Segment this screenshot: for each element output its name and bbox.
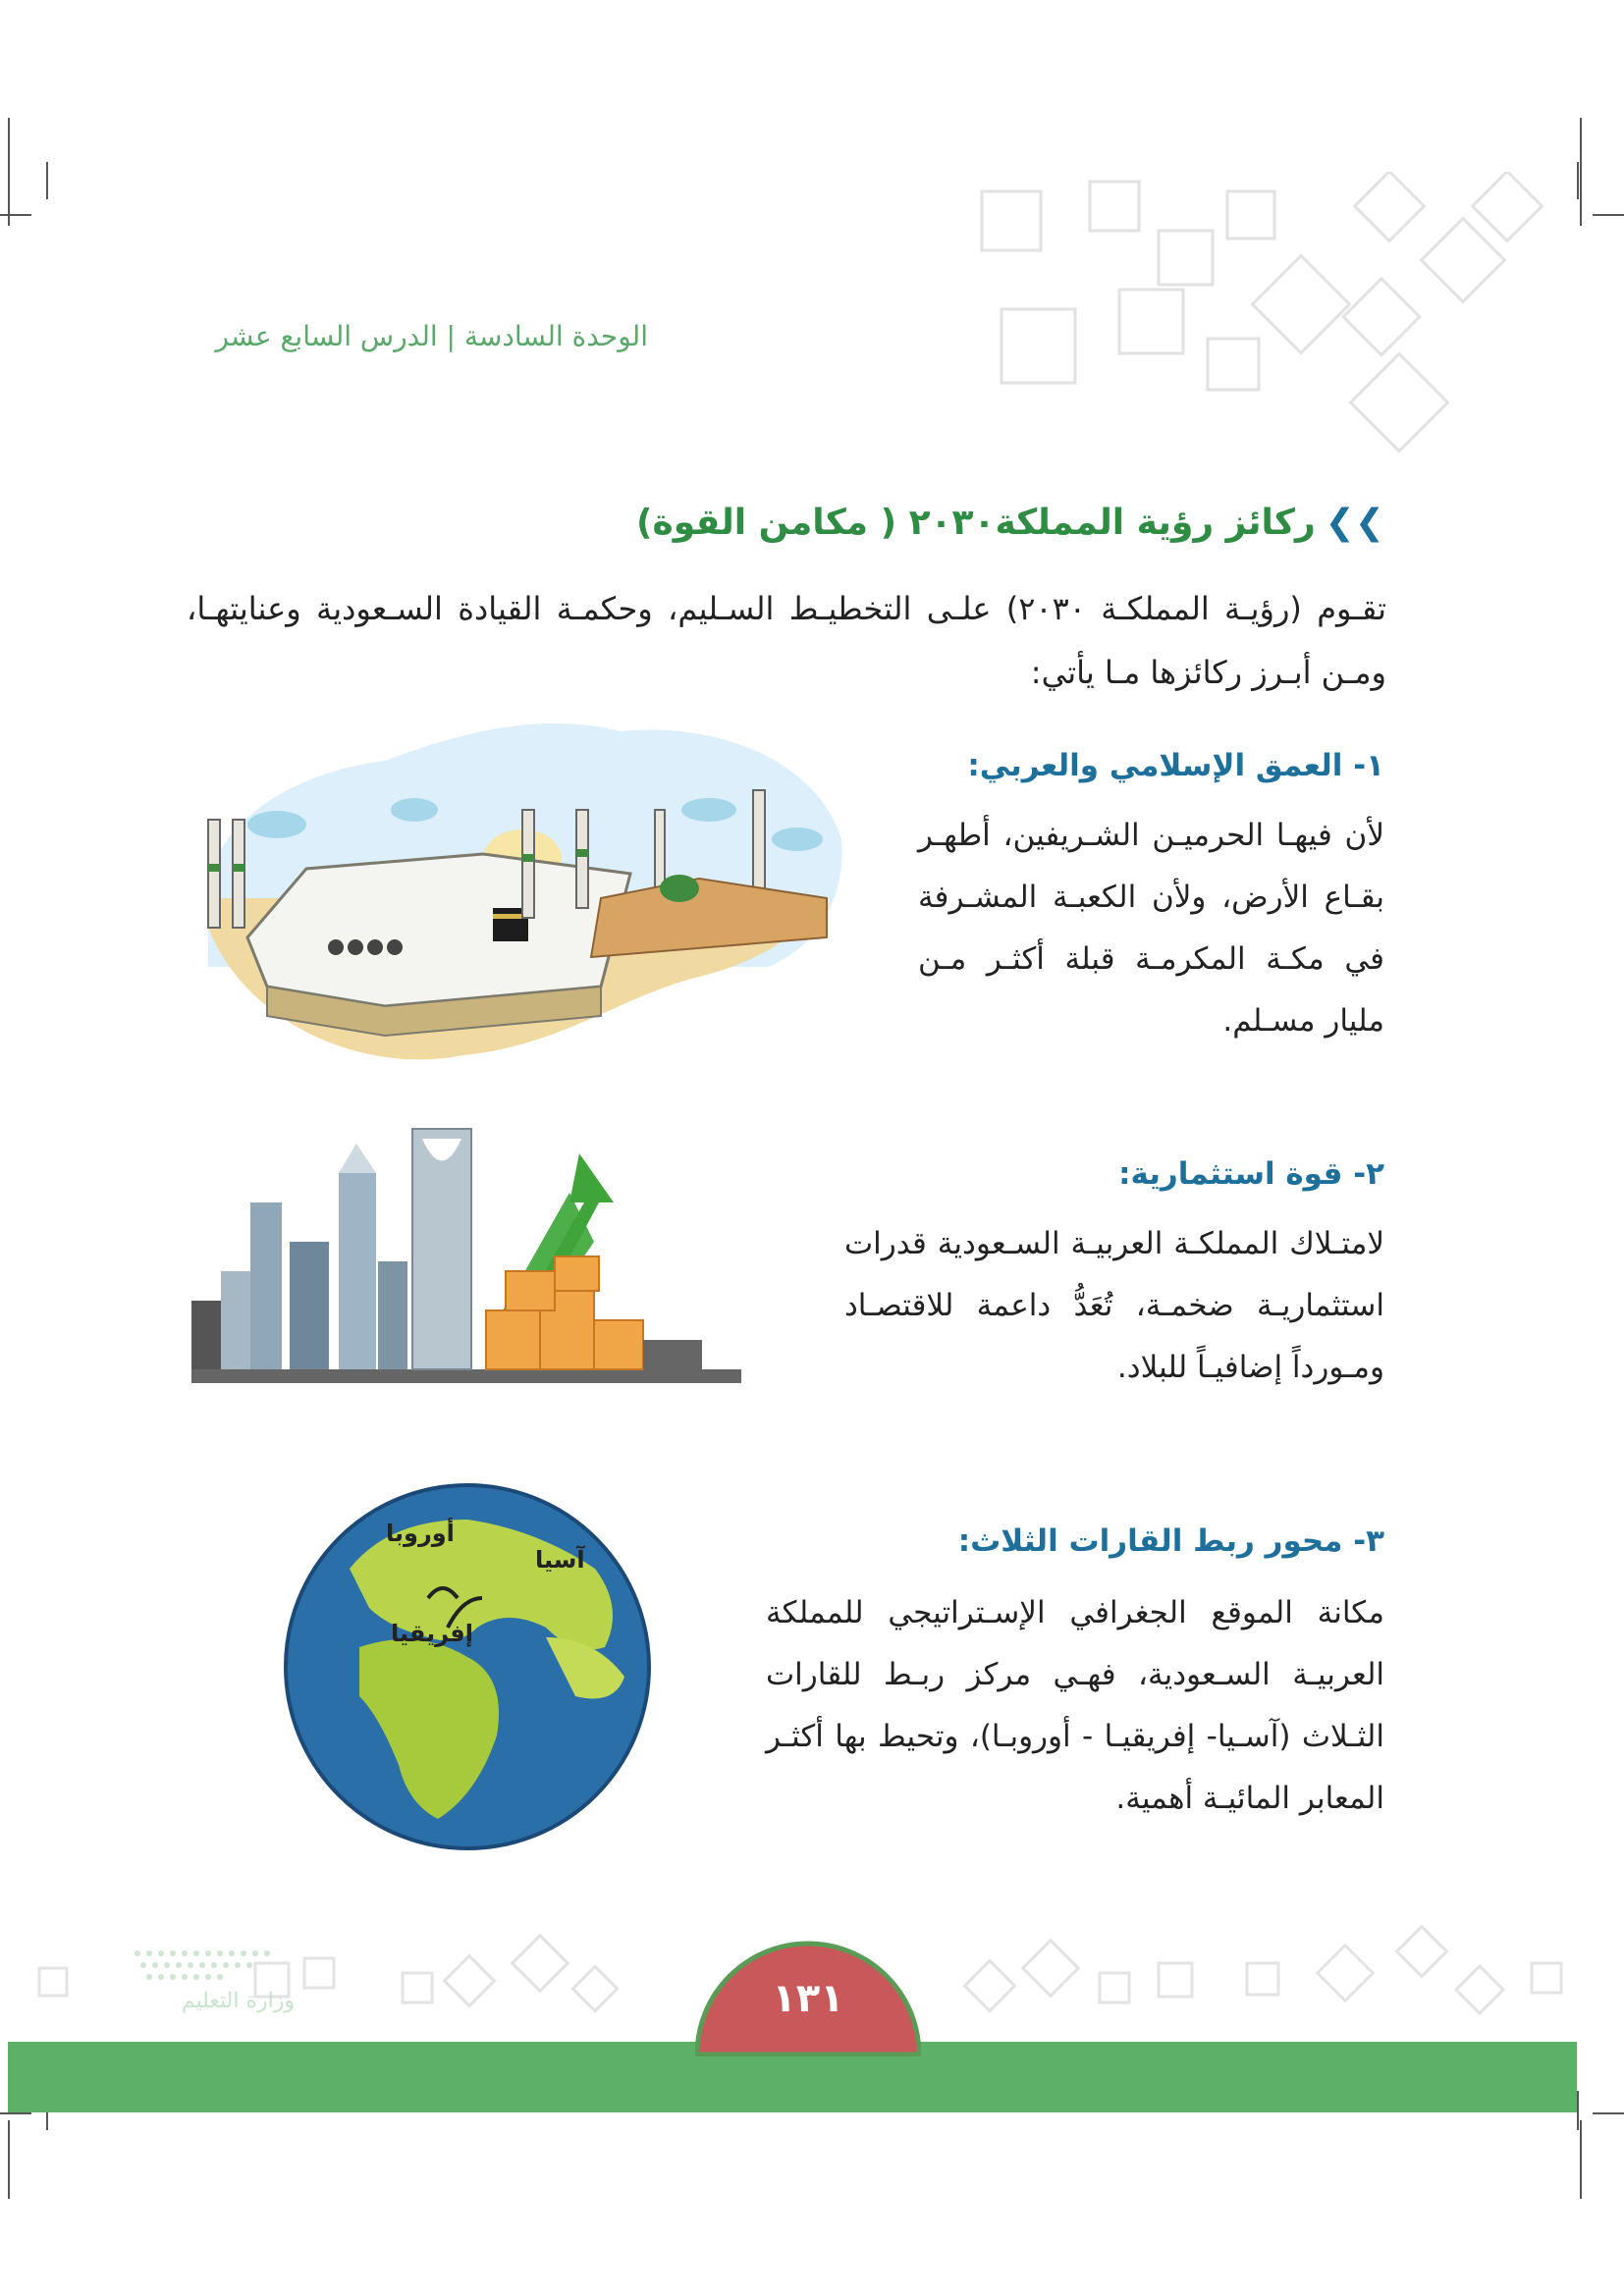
globe-label-africa: إفريقيا	[391, 1620, 473, 1647]
page-number: ١٣١	[772, 1976, 844, 2021]
crop-mark	[8, 118, 10, 226]
crop-mark	[46, 162, 48, 199]
pillar-3-title: ٣- محور ربط القارات الثلاث:	[957, 1523, 1384, 1559]
crop-mark	[0, 214, 31, 216]
ministry-logo	[79, 1944, 295, 2052]
two-holy-mosques-illustration	[189, 702, 846, 1075]
unit-lesson-label: الوحدة السادسة | الدرس السابع عشر	[215, 320, 648, 352]
globe-label-europe: أوروبا	[386, 1520, 455, 1547]
section-title-text: ركائز رؤية المملكة٢٠٣٠ ( مكامن القوة)	[636, 503, 1316, 543]
intro-paragraph: تقـوم (رؤيـة المملكـة ٢٠٣٠) علـى التخطيـط السـليم، وحكمـة القيادة السـعودية وعنايتهـا، ومـن أبـرز ركائزها مـا يأتي:	[187, 590, 1387, 691]
crop-mark	[1577, 2091, 1579, 2130]
ministry-name: وزارة التعليم	[181, 1989, 295, 2013]
pillar-1-body: لأن فيهـا الحرميـن الشـريفين، أطهـر بقـاع الأرض، ولأن الكعبـة المشـرفة في مكـة المكرمـة قبلة أكثـر مـن مليار مسـلم.	[918, 818, 1384, 1039]
section-title	[589, 503, 1384, 543]
crop-mark	[1593, 214, 1624, 216]
pillar-2-body: لامتـلاك المملكـة العربيـة السـعودية قدرات استثماريـة ضخمـة، تُعَدُّ داعمة للاقتصـاد ومـورداً إضافيـاً للبلاد.	[844, 1226, 1384, 1385]
double-chevron-left-icon: ❯❯	[1325, 503, 1384, 543]
globe-illustration	[281, 1480, 654, 1853]
crop-mark	[1593, 2112, 1624, 2114]
decorative-squares-top	[972, 172, 1581, 466]
ministry-dots-icon	[128, 1944, 285, 1983]
globe-label-asia: آسيا	[535, 1546, 585, 1574]
pillar-3-body: مكانة الموقع الجغرافي الإسـتراتيجي للمملكة العربيـة السـعودية، فهـي مركز ربـط للقارات الثـلاث (آسـيا- إفريقيـا - أوروبـا)، وتحيط بها أكثـر المعابر المائيـة أهمية.	[766, 1595, 1384, 1816]
crop-mark	[1580, 2120, 1582, 2199]
investment-skyline-illustration	[191, 1124, 751, 1389]
pillar-2-title: ٢- قوة استثمارية:	[1118, 1156, 1384, 1192]
crop-mark	[8, 2120, 10, 2199]
pillar-1-title: ١- العمق الإسلامي والعربي:	[967, 748, 1384, 783]
crop-mark	[0, 2112, 31, 2114]
